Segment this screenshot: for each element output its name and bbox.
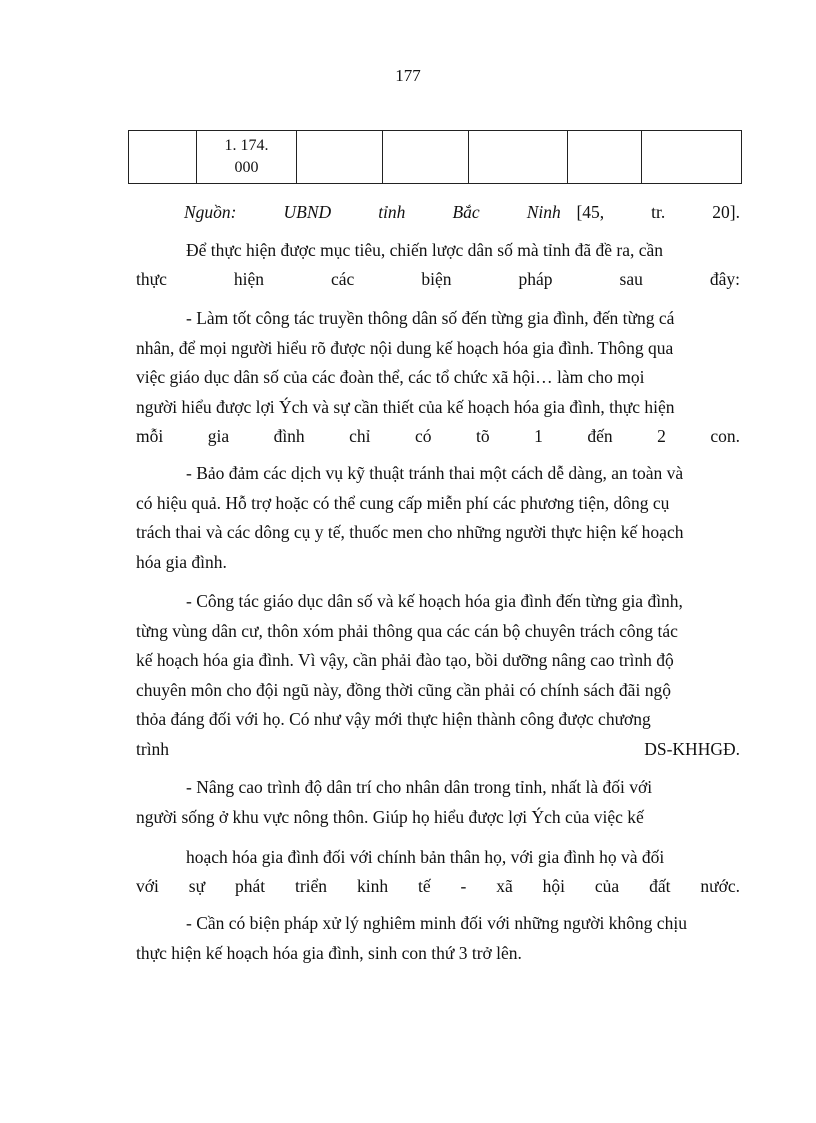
source-citation [184,201,740,223]
source-reference: [45, tr. 20]. [576,202,741,222]
paragraph-line: - Cần có biện pháp xử lý nghiêm minh đối với những người không chịu [186,913,687,933]
paragraph-line: trình DS-KHHGĐ. [136,739,740,759]
paragraph-line: - Bảo đảm các dịch vụ kỹ thuật tránh thai một cách dễ dàng, an toàn và [186,463,684,483]
paragraph-line: - Công tác giáo dục dân số và kế hoạch hóa gia đình đến từng gia đình, [186,591,683,611]
paragraph-line: chuyên môn cho đội ngũ này, đồng thời cũng cần phải có chính sách đãi ngộ [136,680,671,700]
paragraph-line: có hiệu quả. Hỗ trợ hoặc có thể cung cấp miễn phí các phương tiện, dông cụ [136,493,670,513]
table-cell-value: 1. 174. 000 [197,131,297,184]
table-cell [297,131,383,184]
paragraph-line: - Nâng cao trình độ dân trí cho nhân dân trong tỉnh, nhất là đối với [186,777,653,797]
paragraph-line: với sự phát triển kinh tế - xã hội của đất nước. [136,876,740,896]
table-cell [568,131,642,184]
paragraph-line: trách thai và các dông cụ y tế, thuốc men cho những người thực hiện kế hoạch [136,522,684,542]
source-label: Nguồn: UBND tỉnh Bắc Ninh [184,202,561,222]
paragraph-line: hóa gia đình. [136,552,227,572]
paragraph-line: kế hoạch hóa gia đình. Vì vậy, cần phải đào tạo, bồi dưỡng nâng cao trình độ [136,650,674,670]
paragraph-line: người hiểu được lợi Ých và sự cần thiết của kế hoạch hóa gia đình, thực hiện [136,397,675,417]
paragraph-line: thực hiện các biện pháp sau đây: [136,269,740,289]
paragraph-line: thực hiện kế hoạch hóa gia đình, sinh con thứ 3 trở lên. [136,943,522,963]
table-cell [642,131,742,184]
data-table [128,130,742,184]
paragraph-line: Để thực hiện được mục tiêu, chiến lược dân số mà tỉnh đã đề ra, cần [186,240,664,260]
paragraph-line: từng vùng dân cư, thôn xóm phải thông qua các cán bộ chuyên trách công tác [136,621,678,641]
table-cell [469,131,568,184]
page-number: 177 [395,66,421,85]
table-cell [383,131,469,184]
paragraph-line: nhân, để mọi người hiểu rõ được nội dung kế hoạch hóa gia đình. Thông qua [136,338,674,358]
paragraph-line: hoạch hóa gia đình đối với chính bản thân họ, với gia đình họ và đối [186,847,665,867]
table-cell [129,131,197,184]
paragraph-line: việc giáo dục dân số của các đoàn thể, các tổ chức xã hội… làm cho mọi [136,367,645,387]
paragraph-line: thỏa đáng đối với họ. Có như vậy mới thực hiện thành công được chương [136,709,651,729]
paragraph-line: mỗi gia đình chỉ có tõ 1 đến 2 con. [136,426,740,446]
table-row [129,131,742,184]
paragraph-line: người sống ở khu vực nông thôn. Giúp họ hiểu được lợi Ých của việc kế [136,807,644,827]
paragraph-line: - Làm tốt công tác truyền thông dân số đến từng gia đình, đến từng cá [186,308,675,328]
